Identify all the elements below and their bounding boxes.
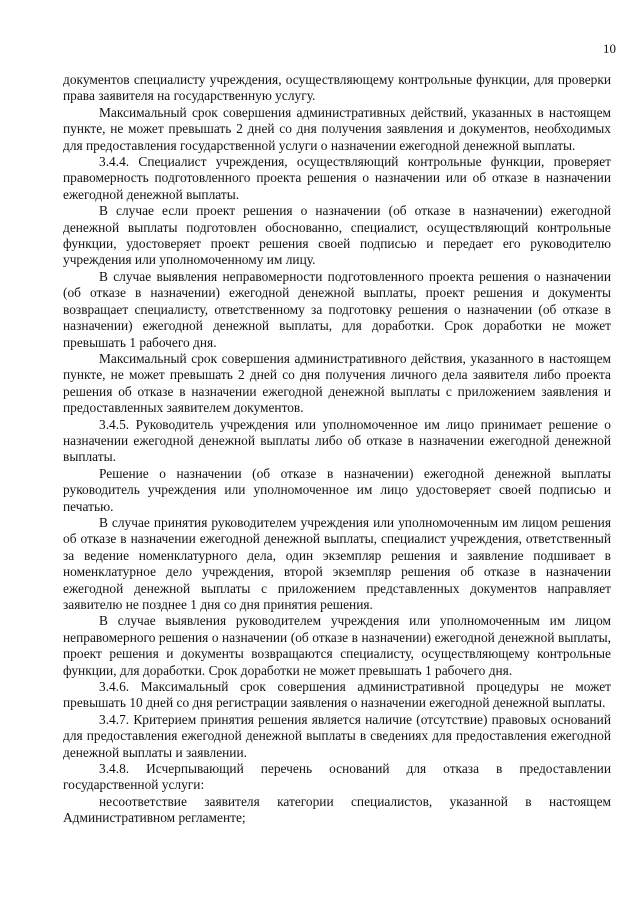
paragraph-3-4-8: 3.4.8. Исчерпывающий перечень оснований для отказа в предоставлении государственной услуги: bbox=[63, 761, 611, 793]
paragraph-3-4-7: 3.4.7. Критерием принятия решения является наличие (отсутствие) правовых оснований для предоставления ежегодной денежной выплаты в сведениях для предоставления ежегодной денежной выплаты и заявлении. bbox=[63, 711, 611, 760]
paragraph-justified-decision: В случае если проект решения о назначении (об отказе в назначении) ежегодной денежной выплаты подготовлен обоснованно, специалист, осуществляющий контрольные функции, удостоверяет проект решения своей подписью и передает его руководителю учреждения или уполномоченному им лицу. bbox=[63, 203, 611, 268]
paragraph-max-term-action: Максимальный срок совершения административного действия, указанного в настоящем пункте, не может превышать 2 дней со дня получения личного дела заявителя либо проекта решения об отказе в назначении ежегодной денежной выплаты с приложением заявления и предоставленных заявителем документов. bbox=[63, 350, 611, 416]
paragraph-unlawful-draft: В случае выявления неправомерности подготовленного проекта решения о назначении (об отказе в назначении) ежегодной денежной выплаты, проект решения и документы возвращает специалисту, ответственному за подготовку решения о назначении (об отказе в назначении) ежегодной денежной выплаты, для доработки. Срок доработки не может превышать 1 рабочего дня. bbox=[63, 268, 611, 350]
paragraph-signature-seal: Решение о назначении (об отказе в назначении) ежегодной денежной выплаты руководитель учреждения или уполномоченное им лицо удостоверяет своей подписью и печатью. bbox=[63, 465, 611, 514]
paragraph-continuation: документов специалисту учреждения, осуществляющему контрольные функции, для проверки права заявителя на государственную услугу. bbox=[63, 72, 611, 104]
page-number: 10 bbox=[603, 41, 616, 56]
document-body bbox=[63, 72, 611, 827]
paragraph-unlawful-decision: В случае выявления руководителем учреждения или уполномоченным им лицом неправомерного решения о назначении (об отказе в назначении) ежегодной денежной выплаты, проект решения и документы возвращаются специалисту, осуществляющему контрольные функции, для доработки. Срок доработки не может превышать 1 рабочего дня. bbox=[63, 613, 611, 678]
paragraph-3-4-5: 3.4.5. Руководитель учреждения или уполномоченное им лицо принимает решение о назначении ежегодной денежной выплаты либо об отказе в назначении ежегодной денежной выплаты. bbox=[63, 416, 611, 465]
paragraph-refusal-decision: В случае принятия руководителем учреждения или уполномоченным им лицом решения об отказе в назначении ежегодной денежной выплаты, специалист учреждения, ответственный за ведение номенклатурного дела, один экземпляр решения и заявление подшивает в номенклатурное дело учреждения, второй экземпляр решения об отказе в назначении ежегодной денежной выплаты с приложением представленных документов направляет заявителю не позднее 1 дня со дня принятия решения. bbox=[63, 514, 611, 612]
paragraph-max-term-documents: Максимальный срок совершения административных действий, указанных в настоящем пункте, не может превышать 2 дней со дня получения заявления и документов, необходимых для предоставления государственной услуги о назначении ежегодной денежной выплаты. bbox=[63, 104, 611, 153]
paragraph-3-4-4: 3.4.4. Специалист учреждения, осуществляющий контрольные функции, проверяет правомерность подготовленного проекта решения о назначении или об отказе в назначении ежегодной денежной выплаты. bbox=[63, 154, 611, 202]
paragraph-3-4-6: 3.4.6. Максимальный срок совершения административной процедуры не может превышать 10 дней со дня регистрации заявления о назначении ежегодной денежной выплаты. bbox=[63, 679, 611, 711]
paragraph-refusal-ground-1: несоответствие заявителя категории специалистов, указанной в настоящем Административном регламенте; bbox=[63, 793, 611, 826]
